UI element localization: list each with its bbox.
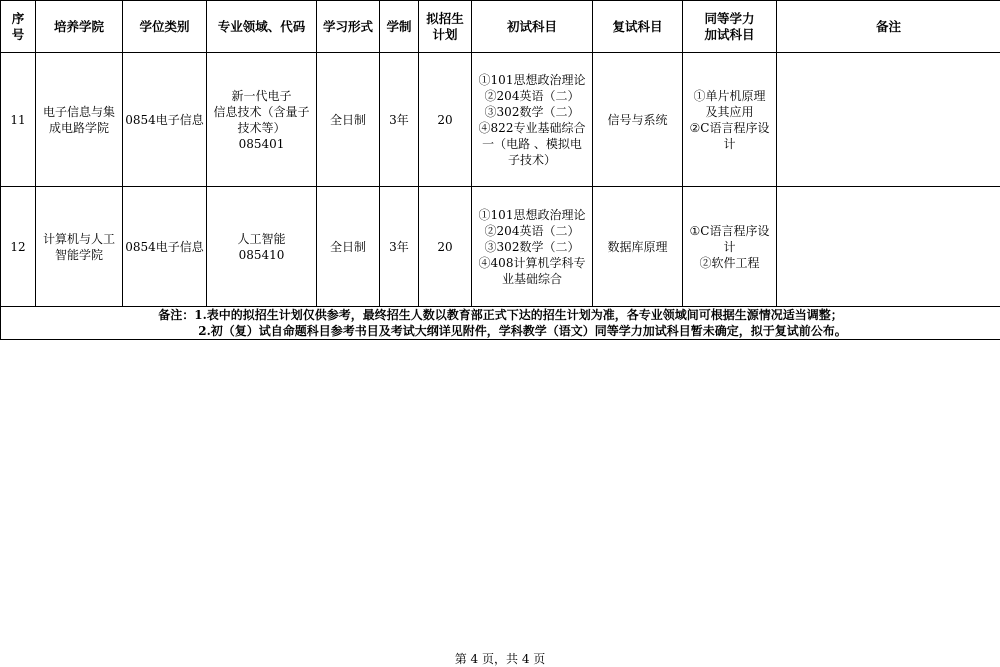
- row-quota: 20: [419, 53, 472, 187]
- row-years: 3年: [380, 53, 419, 187]
- extra-line: ①C语言程序设: [689, 223, 770, 238]
- row-college: 计算机与人工 智能学院: [36, 187, 123, 307]
- exam-line: ④822专业基础综合: [478, 120, 586, 135]
- row-mode: 全日制: [317, 187, 380, 307]
- row-quota: 20: [419, 187, 472, 307]
- header-major: 专业领域、代码: [207, 1, 317, 53]
- exam-line: ②204英语（二）: [484, 223, 580, 238]
- table-row: [1, 53, 1000, 187]
- row-seq: 12: [1, 187, 36, 307]
- extra-line: ①单片机原理: [693, 88, 766, 103]
- extra-line: 及其应用: [705, 104, 754, 119]
- exam-line: ②204英语（二）: [484, 88, 580, 103]
- exam-line: ③302数学（二）: [484, 239, 580, 254]
- header-row: [1, 1, 1000, 53]
- exam-line: 子技术）: [507, 152, 556, 167]
- exam-line: 一（电路 、模拟电: [482, 136, 582, 151]
- header-extra: 同等学力 加试科目: [683, 1, 777, 53]
- header-remark: 备注: [777, 1, 1000, 53]
- header-mode: 学习形式: [317, 1, 380, 53]
- table-row: [1, 187, 1000, 307]
- row-major: 新一代电子 信息技术（含量子 技术等） 085401: [207, 53, 317, 187]
- header-degree: 学位类别: [123, 1, 207, 53]
- exam-line: ③302数学（二）: [484, 104, 580, 119]
- row-extra: [683, 187, 777, 307]
- notes-row: [1, 307, 1000, 340]
- row-exams: [472, 53, 593, 187]
- note-line: 2.初（复）试自命题科目参考书目及考试大纲详见附件，学科教学（语文）同等学力加试科目暂未确定，拟于复试前公布。: [198, 324, 847, 338]
- exam-line: 业基础综合: [501, 271, 562, 286]
- header-seq: 序 号: [1, 1, 36, 53]
- note-line: 备注：1.表中的拟招生计划仅供参考，最终招生人数以教育部正式下达的招生计划为准，各专业领域间可根据生源情况适当调整；: [158, 308, 843, 322]
- header-retest: 复试科目: [593, 1, 683, 53]
- row-retest: 信号与系统: [593, 53, 683, 187]
- extra-line: 计: [723, 136, 736, 151]
- extra-line: ②软件工程: [699, 255, 760, 270]
- row-remark: [777, 187, 1000, 307]
- row-seq: 11: [1, 53, 36, 187]
- row-major: 人工智能 085410: [207, 187, 317, 307]
- exam-line: ④408计算机学科专: [478, 255, 586, 270]
- row-degree: 0854电子信息: [123, 187, 207, 307]
- row-degree: 0854电子信息: [123, 53, 207, 187]
- row-remark: [777, 53, 1000, 187]
- exam-line: ①101思想政治理论: [478, 207, 586, 222]
- row-extra: [683, 53, 777, 187]
- row-exams: [472, 187, 593, 307]
- header-quota: 拟招生 计划: [419, 1, 472, 53]
- header-exams: 初试科目: [472, 1, 593, 53]
- row-retest: 数据库原理: [593, 187, 683, 307]
- page-footer: 第 4 页，共 4 页: [454, 652, 546, 666]
- row-mode: 全日制: [317, 53, 380, 187]
- header-years: 学制: [380, 1, 419, 53]
- extra-line: 计: [723, 239, 736, 254]
- row-years: 3年: [380, 187, 419, 307]
- extra-line: ②C语言程序设: [689, 120, 770, 135]
- row-college: 电子信息与集 成电路学院: [36, 53, 123, 187]
- exam-line: ①101思想政治理论: [478, 72, 586, 87]
- header-college: 培养学院: [36, 1, 123, 53]
- notes-cell: [1, 307, 1000, 340]
